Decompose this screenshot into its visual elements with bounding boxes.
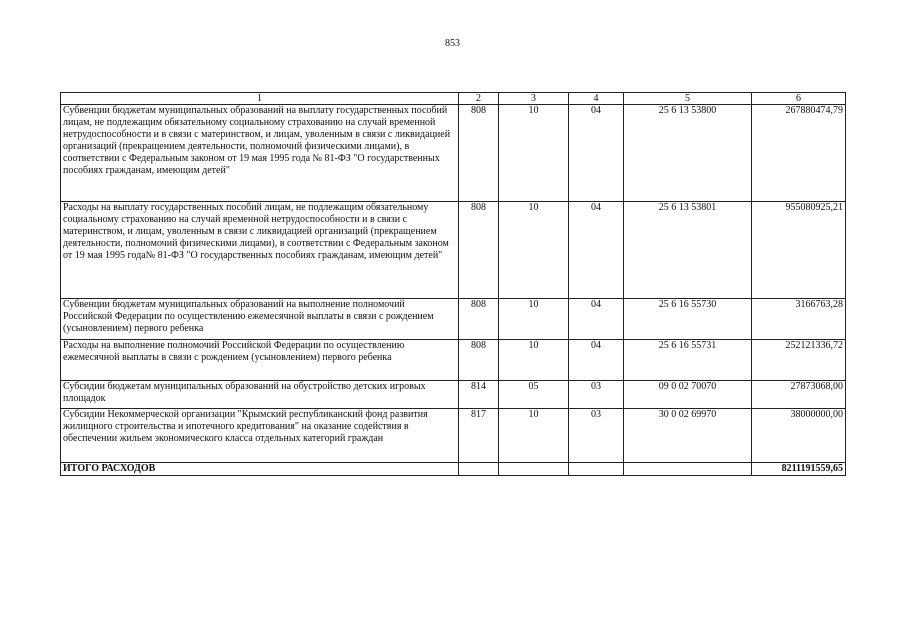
row-subsection-code: 04 — [569, 340, 624, 381]
total-empty-cell — [624, 463, 752, 476]
row-subsection-code: 03 — [569, 381, 624, 409]
row-target-article: 25 6 16 55731 — [624, 340, 752, 381]
row-target-article: 25 6 16 55730 — [624, 299, 752, 340]
total-row — [61, 463, 846, 476]
row-amount: 252121336,72 — [752, 340, 846, 381]
row-amount: 955080925,21 — [752, 202, 846, 299]
row-ministry-code: 817 — [459, 409, 499, 463]
row-subsection-code: 04 — [569, 299, 624, 340]
row-amount: 38000000,00 — [752, 409, 846, 463]
row-description: Субсидии бюджетам муниципальных образований на обустройство детских игровых площадок — [61, 381, 459, 409]
row-section-code: 05 — [499, 381, 569, 409]
row-section-code: 10 — [499, 202, 569, 299]
total-empty-cell — [569, 463, 624, 476]
row-target-article: 25 6 13 53801 — [624, 202, 752, 299]
total-empty-cell — [499, 463, 569, 476]
row-amount: 3166763,28 — [752, 299, 846, 340]
table-row — [61, 409, 846, 463]
row-description: Расходы на выполнение полномочий Российской Федерации по осуществлению ежемесячной выплаты в связи с рождением (усыновлением) первого ребенка — [61, 340, 459, 381]
table-row — [61, 202, 846, 299]
table-row — [61, 381, 846, 409]
row-ministry-code: 808 — [459, 202, 499, 299]
row-ministry-code: 808 — [459, 105, 499, 202]
row-description: Субвенции бюджетам муниципальных образований на выполнение полномочий Российской Федерации по осуществлению ежемесячной выплаты в связи с рождением (усыновлением) первого ребенка — [61, 299, 459, 340]
row-ministry-code: 808 — [459, 340, 499, 381]
row-target-article: 09 0 02 70070 — [624, 381, 752, 409]
total-amount: 8211191559,65 — [752, 463, 846, 476]
table-row — [61, 299, 846, 340]
row-section-code: 10 — [499, 105, 569, 202]
header-col-1: 1 — [61, 93, 459, 105]
budget-expenditure-table — [60, 92, 846, 476]
row-description: Расходы на выплату государственных пособий лицам, не подлежащим обязательному социальному страхованию на случай временной нетрудоспособности и в связи с материнством, и лицам, уволенным в связи с ликвидацией организаций (прекращением деятельности, полномочий физическими лицами), в соответствии с Федеральным законом от 19 мая 1995 года№ 81-ФЗ "О государственных пособиях гражданам, имеющим детей" — [61, 202, 459, 299]
page-number: 853 — [445, 38, 460, 49]
table-row — [61, 105, 846, 202]
row-description: Субвенции бюджетам муниципальных образований на выплату государственных пособий лицам, не подлежащим обязательному социальному страхованию на случай временной нетрудоспособности и в связи с материнством, и лицам, уволенным в связи с ликвидацией организаций (прекращением деятельности, полномочий физическими лицами), в соответствии с Федеральным законом от 19 мая 1995 года № 81-ФЗ "О государственных пособиях гражданам, имеющим детей" — [61, 105, 459, 202]
row-target-article: 25 6 13 53800 — [624, 105, 752, 202]
row-amount: 267880474,79 — [752, 105, 846, 202]
table-header-row — [61, 93, 846, 105]
row-ministry-code: 808 — [459, 299, 499, 340]
header-col-6: 6 — [752, 93, 846, 105]
total-empty-cell — [459, 463, 499, 476]
row-ministry-code: 814 — [459, 381, 499, 409]
row-section-code: 10 — [499, 299, 569, 340]
row-target-article: 30 0 02 69970 — [624, 409, 752, 463]
header-col-2: 2 — [459, 93, 499, 105]
row-section-code: 10 — [499, 409, 569, 463]
row-description: Субсидии Некоммерческой организации "Крымский республиканский фонд развития жилищного строительства и ипотечного кредитования" на оказание содействия в обеспечении жильем экономического класса отдельных категорий граждан — [61, 409, 459, 463]
row-amount: 27873068,00 — [752, 381, 846, 409]
header-col-3: 3 — [499, 93, 569, 105]
row-subsection-code: 03 — [569, 409, 624, 463]
total-label: ИТОГО РАСХОДОВ — [61, 463, 459, 476]
row-section-code: 10 — [499, 340, 569, 381]
row-subsection-code: 04 — [569, 105, 624, 202]
table-row — [61, 340, 846, 381]
header-col-4: 4 — [569, 93, 624, 105]
row-subsection-code: 04 — [569, 202, 624, 299]
header-col-5: 5 — [624, 93, 752, 105]
